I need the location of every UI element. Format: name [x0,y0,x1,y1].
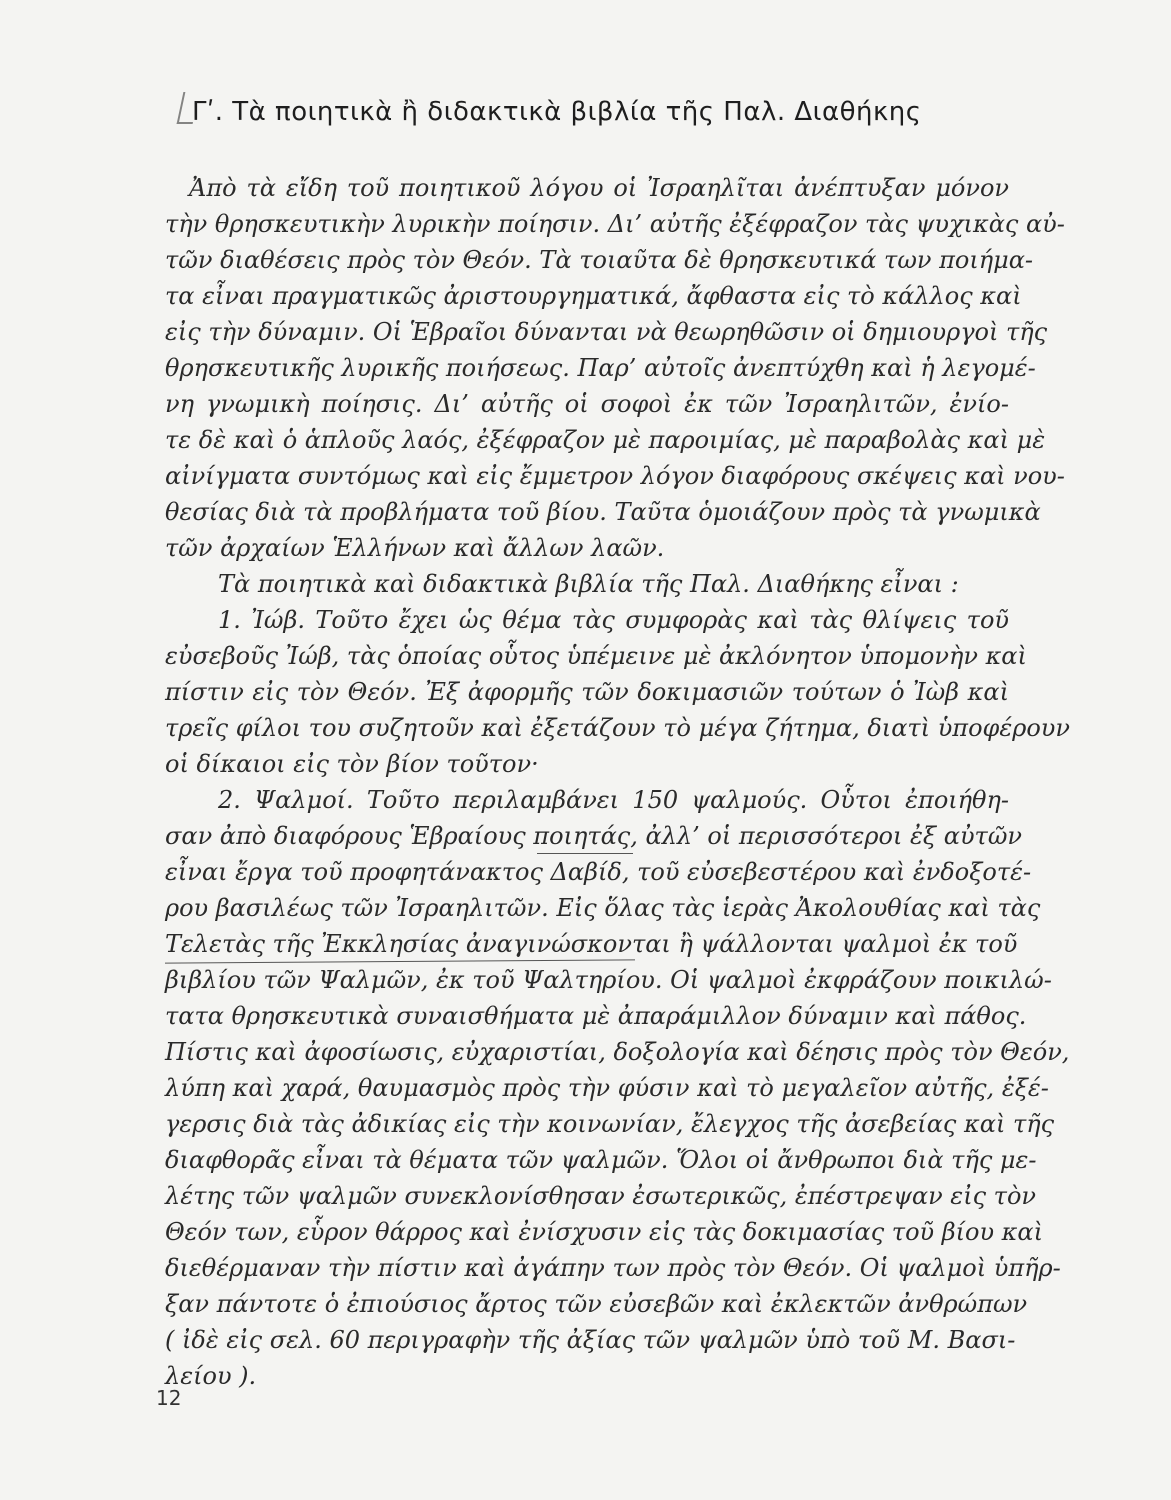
text-line: τὴν θρησκευτικὴν λυρικὴν ποίησιν. Δι’ αὐτῆς ἐξέφραζον τὰς ψυχικὰς αὐ- [165,210,1065,238]
text-line: λύπη καὶ χαρά, θαυμασμὸς πρὸς τὴν φύσιν καὶ τὸ μεγαλεῖον αὐτῆς, ἐξέ- [165,1074,1049,1102]
text-line: θεσίας διὰ τὰ προβλήματα τοῦ βίου. Ταῦτα ὁμοιάζουν πρὸς τὰ γνωμικὰ [165,498,1041,526]
text-line: λέτης τῶν ψαλμῶν συνεκλονίσθησαν ἐσωτερικῶς, ἐπέστρεψαν εἰς τὸν [165,1182,1036,1210]
text-line: τα εἶναι πραγματικῶς ἀριστουργηματικά, ἄφθαστα εἰς τὸ κάλλος καὶ [165,282,1022,310]
text-line: Τελετὰς τῆς Ἐκκλησίας ἀναγινώσκονται ἢ ψάλλονται ψαλμοὶ ἐκ τοῦ [165,930,1018,958]
text-line: ρου βασιλέως τῶν Ἰσραηλιτῶν. Εἰς ὅλας τὰς ἱερὰς Ἀκολουθίας καὶ τὰς [165,894,1041,922]
text-line: τῶν διαθέσεις πρὸς τὸν Θεόν. Τὰ τοιαῦτα δὲ θρησκευτικά των ποιήμα- [165,246,1034,274]
text-line: 1. Ἰώβ. Τοῦτο ἔχει ὡς θέμα τὰς συμφορὰς καὶ τὰς θλίψεις τοῦ [218,606,1009,634]
text-line: εὐσεβοῦς Ἰώβ, τὰς ὁποίας οὗτος ὑπέμεινε μὲ ἀκλόνητον ὑπομονὴν καὶ [165,642,1027,670]
text-line: λείου ). [165,1362,257,1390]
text-line: εἰς τὴν δύναμιν. Οἱ Ἑβραῖοι δύνανται νὰ θεωρηθῶσιν οἱ δημιουργοὶ τῆς [165,318,1048,346]
text-line: τατα θρησκευτικὰ συναισθήματα μὲ ἀπαράμιλλον δύναμιν καὶ πάθος. [165,1002,1027,1030]
text-line: σαν ἀπὸ διαφόρους Ἑβραίους ποιητάς, ἀλλ’ οἱ περισσότεροι ἐξ αὐτῶν [165,822,1022,850]
text-line: τρεῖς φίλοι του συζητοῦν καὶ ἐξετάζουν τὸ μέγα ζήτημα, διατὶ ὑποφέρουν [165,714,1070,742]
page-number: 12 [156,1386,182,1410]
text-line: τῶν ἀρχαίων Ἑλλήνων καὶ ἄλλων λαῶν. [165,534,665,562]
text-line: 2. Ψαλμοί. Τοῦτο περιλαμβάνει 150 ψαλμούς. Οὗτοι ἐποιήθη- [218,786,1009,814]
text-line: ξαν πάντοτε ὁ ἐπιούσιος ἄρτος τῶν εὐσεβῶν καὶ ἐκλεκτῶν ἀνθρώπων [165,1290,1028,1318]
text-line: οἱ δίκαιοι εἰς τὸν βίον τοῦτον· [165,750,539,778]
pencil-underline [165,959,635,963]
text-line: διαφθορᾶς εἶναι τὰ θέματα τῶν ψαλμῶν. Ὅλοι οἱ ἄνθρωποι διὰ τῆς με- [165,1146,1037,1174]
text-line: Πίστις καὶ ἀφοσίωσις, εὐχαριστίαι, δοξολογία καὶ δέησις πρὸς τὸν Θεόν, [165,1038,1070,1066]
text-line: Ἀπὸ τὰ εἴδη τοῦ ποιητικοῦ λόγου οἱ Ἰσραηλῖται ἀνέπτυξαν μόνον [189,174,1009,202]
text-line: βιβλίου τῶν Ψαλμῶν, ἐκ τοῦ Ψαλτηρίου. Οἱ ψαλμοὶ ἐκφράζουν ποικιλώ- [165,966,1052,994]
text-line: Τὰ ποιητικὰ καὶ διδακτικὰ βιβλία τῆς Παλ. Διαθήκης εἶναι : [218,570,959,598]
text-line: τε δὲ καὶ ὁ ἁπλοῦς λαός, ἐξέφραζον μὲ παροιμίας, μὲ παραβολὰς καὶ μὲ [165,426,1046,454]
text-line: νη γνωμικὴ ποίησις. Δι’ αὐτῆς οἱ σοφοὶ ἐκ τῶν Ἰσραηλιτῶν, ἐνίο- [165,390,1009,418]
pencil-underline [537,853,633,854]
text-line: ( ἰδὲ εἰς σελ. 60 περιγραφὴν τῆς ἀξίας τῶν ψαλμῶν ὑπὸ τοῦ Μ. Βασι- [165,1326,1016,1354]
text-line: γερσις διὰ τὰς ἀδικίας εἰς τὴν κοινωνίαν, ἔλεγχος τῆς ἀσεβείας καὶ τῆς [165,1110,1055,1138]
text-line: αἰνίγματα συντόμως καὶ εἰς ἔμμετρον λόγον διαφόρους σκέψεις καὶ νου- [165,462,1065,490]
page-title: Γʹ. Τὰ ποιητικὰ ἢ διδακτικὰ βιβλία τῆς Παλ. Διαθήκης [192,97,922,127]
text-line: πίστιν εἰς τὸν Θεόν. Ἐξ ἀφορμῆς τῶν δοκιμασιῶν τούτων ὁ Ἰὼβ καὶ [165,678,1009,706]
text-line: Θεόν των, εὗρον θάρρος καὶ ἐνίσχυσιν εἰς τὰς δοκιμασίας τοῦ βίου καὶ [165,1218,1044,1246]
text-line: εἶναι ἔργα τοῦ προφητάνακτος Δαβίδ, τοῦ εὐσεβεστέρου καὶ ἐνδοξοτέ- [165,858,1032,886]
text-line: διεθέρμαναν τὴν πίστιν καὶ ἀγάπην των πρὸς τὸν Θεόν. Οἱ ψαλμοὶ ὑπῆρ- [165,1254,1061,1282]
text-line: θρησκευτικῆς λυρικῆς ποιήσεως. Παρ’ αὐτοῖς ἀνεπτύχθη καὶ ἡ λεγομέ- [165,354,1036,382]
